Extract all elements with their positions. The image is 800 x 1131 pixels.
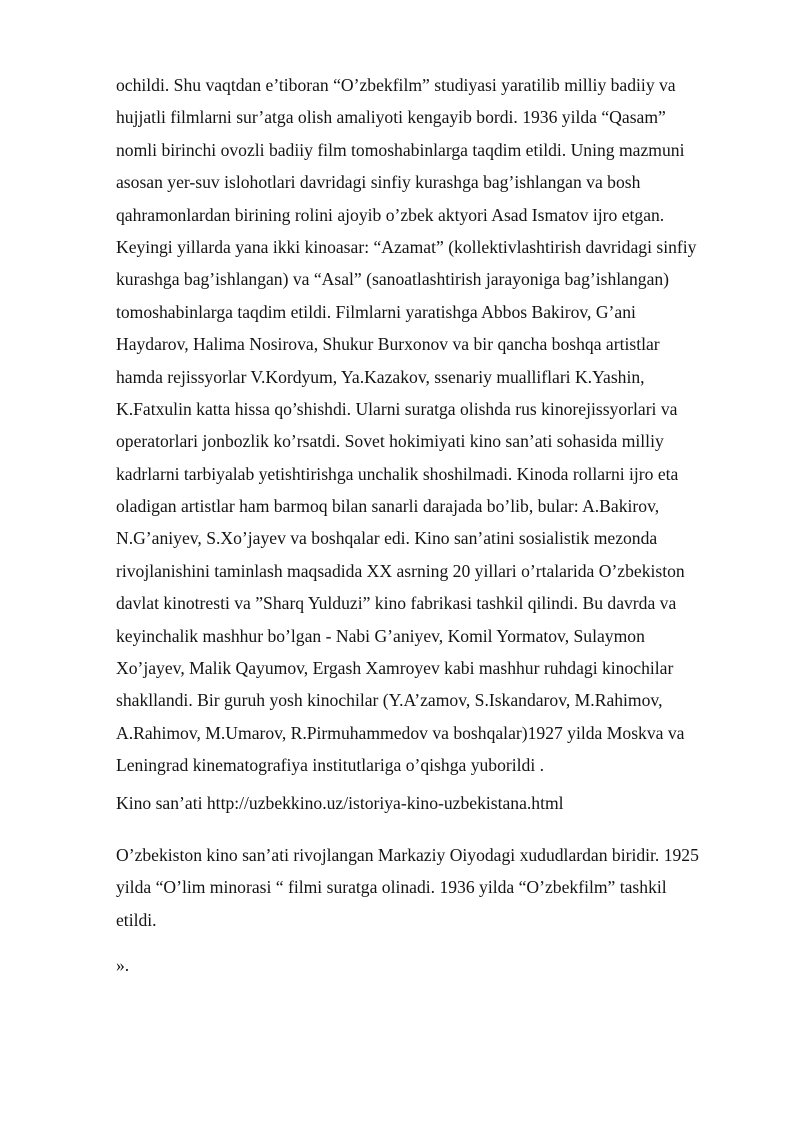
text-line: Xo’jayev, Malik Qayumov, Ergash Xamroyev kabi mashhur ruhdagi kinochilar bbox=[116, 658, 674, 679]
text-line: O’zbekiston kino san’ati rivojlangan Markaziy Oiyodagi xududlardan biridir. 1925 bbox=[116, 845, 699, 865]
text-line: kurashga bag’ishlangan) va “Asal” (sanoatlashtirish jarayoniga bag’ishlangan) bbox=[116, 269, 670, 290]
text-line: K.Fatxulin katta hissa qo’shishdi. Ularni suratga olishda rus kinorejissyorlari va bbox=[116, 398, 678, 419]
main-paragraph bbox=[116, 69, 756, 782]
text-line: rivojlanishini taminlash maqsadida XX asrning 20 yillari o’rtalarida O’zbekiston bbox=[116, 560, 685, 581]
text-line: Keyingi yillarda yana ikki kinoasar: “Azamat” (kollektivlashtirish davridagi sinfiy bbox=[116, 236, 697, 257]
text-line: yilda “O’lim minorasi “ filmi suratga olinadi. 1936 yilda “O’zbekfilm” tashkil bbox=[116, 877, 667, 898]
text-line: operatorlari jonbozlik ko’rsatdi. Sovet hokimiyati kino san’ati sohasida milliy bbox=[116, 431, 664, 452]
end-mark: ». bbox=[116, 955, 130, 975]
text-line: davlat kinotresti va ”Sharq Yulduzi” kino fabrikasi tashkil qilindi. Bu davrda va bbox=[116, 593, 677, 614]
text-line: tomoshabinlarga taqdim etildi. Filmlarni yaratishga Abbos Bakirov, G’ani bbox=[116, 301, 636, 322]
end-mark-block bbox=[116, 949, 756, 981]
text-line: A.Rahimov, M.Umarov, R.Pirmuhammedov va boshqalar)1927 yilda Moskva va bbox=[116, 722, 685, 743]
text-line: nomli birinchi ovozli badiiy film tomoshabinlarga taqdim etildi. Uning mazmuni bbox=[116, 139, 685, 160]
text-line: ochildi. Shu vaqtdan e’tiboran “O’zbekfilm” studiyasi yaratilib milliy badiiy va bbox=[116, 75, 676, 95]
closing-paragraph bbox=[116, 839, 756, 936]
text-line: hujjatli filmlarni sur’atga olish amaliyoti kengayib bordi. 1936 yilda “Qasam” bbox=[116, 107, 666, 128]
text-line: qahramonlardan birining rolini ajoyib o’zbek aktyori Asad Ismatov ijro etgan. bbox=[116, 204, 665, 225]
text-line: oladigan artistlar ham barmoq bilan sanarli darajada bo’lib, bular: A.Bakirov, bbox=[116, 496, 660, 517]
text-line: Leningrad kinematografiya institutlariga o’qishga yuborildi . bbox=[116, 755, 545, 776]
source-line: Kino san’ati http://uzbekkino.uz/istoriya-kino-uzbekistana.html bbox=[116, 793, 564, 813]
text-line: keyinchalik mashhur bo’lgan - Nabi G’aniyev, Komil Yormatov, Sulaymon bbox=[116, 625, 645, 646]
text-line: hamda rejissyorlar V.Kordyum, Ya.Kazakov, ssenariy mualliflari K.Yashin, bbox=[116, 366, 645, 387]
text-line: asosan yer-suv islohotlari davridagi sinfiy kurashga bag’ishlangan va bosh bbox=[116, 172, 641, 193]
text-line: Haydarov, Halima Nosirova, Shukur Burxonov va bir qancha boshqa artistlar bbox=[116, 334, 660, 355]
text-line: shakllandi. Bir guruh yosh kinochilar (Y.A’zamov, S.Iskandarov, M.Rahimov, bbox=[116, 690, 663, 711]
source-reference bbox=[116, 787, 756, 819]
text-line: kadrlarni tarbiyalab yetishtirishga unchalik shoshilmadi. Kinoda rollarni ijro eta bbox=[116, 463, 679, 484]
text-line: N.G’aniyev, S.Xo’jayev va boshqalar edi. Kino san’atini sosialistik mezonda bbox=[116, 528, 658, 549]
text-line: etildi. bbox=[116, 909, 157, 930]
